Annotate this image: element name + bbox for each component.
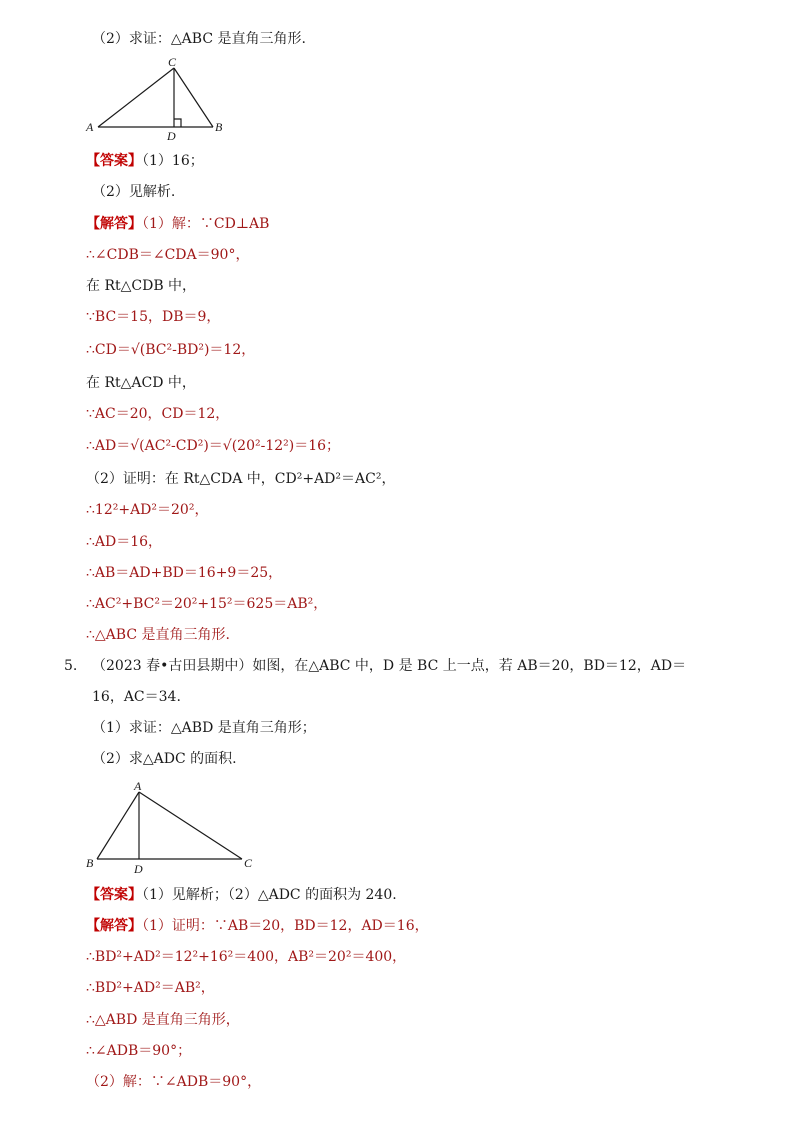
q5-part1: （1）求证：△ABD 是直角三角形； bbox=[92, 720, 316, 736]
q5-solution-line-1: 【解答】（1）证明：∵AB＝20，BD＝12，AD＝16， bbox=[86, 918, 429, 934]
q4-solution-line-13: ∴AC²+BC²＝20²+15²＝625＝AB²， bbox=[86, 596, 328, 612]
q5-answer-text: （1）见解析；（2）△ADC 的面积为 240. bbox=[142, 887, 397, 903]
q5-solution-line-4: ∴△ABD 是直角三角形， bbox=[86, 1012, 240, 1028]
q5-label-a: A bbox=[134, 779, 142, 793]
q5-label-b: B bbox=[86, 856, 94, 870]
q5-solution-line-2: ∴BD²+AD²＝12²+16²＝400，AB²＝20²＝400， bbox=[86, 949, 407, 965]
q4-label-c: C bbox=[168, 55, 177, 69]
q5-stem-line1: （2023 春•古田县期中）如图，在△ABC 中，D 是 BC 上一点，若 AB＝20，BD＝12，AD＝ bbox=[92, 658, 687, 674]
q5-answer-tag: 【答案】 bbox=[86, 887, 142, 903]
q4-solution-line-3: 在 Rt△CDB 中， bbox=[86, 278, 197, 294]
q5-solution-line-6: （2）解：∵∠ADB＝90°， bbox=[86, 1074, 262, 1090]
q4-solution-line-4: ∵BC＝15，DB＝9， bbox=[86, 309, 221, 325]
q4-solution-line-8: ∴AD＝√(AC²-CD²)＝√(20²-12²)＝16； bbox=[86, 438, 341, 454]
q4-solution-line-9: （2）证明：在 Rt△CDA 中，CD²+AD²＝AC²， bbox=[86, 471, 396, 487]
q4-answer-tag: 【答案】 bbox=[86, 153, 142, 169]
q5-triangle-figure bbox=[80, 778, 270, 876]
q5-solution-tag: 【解答】 bbox=[86, 918, 142, 934]
q4-solution-tag: 【解答】 bbox=[86, 216, 142, 232]
q5-solution-line-5: ∴∠ADB＝90°； bbox=[86, 1043, 192, 1059]
q5-label-d: D bbox=[134, 862, 143, 876]
q4-solution-line-11: ∴AD＝16， bbox=[86, 534, 163, 550]
q5-solution-line-3: ∴BD²+AD²＝AB²， bbox=[86, 980, 215, 996]
q4-solution-line-7: ∵AC＝20，CD＝12， bbox=[86, 406, 230, 422]
q4-answer-part1: （1）16； bbox=[142, 153, 204, 169]
q4-answer-line1 bbox=[86, 151, 204, 171]
q4-triangle-figure bbox=[80, 54, 240, 146]
q4-label-a: A bbox=[86, 120, 94, 134]
q4-label-b: B bbox=[215, 120, 223, 134]
q4-solution-line-5: ∴CD＝√(BC²-BD²)＝12， bbox=[86, 342, 256, 358]
q4-solution-line-12: ∴AB＝AD+BD＝16+9＝25， bbox=[86, 565, 283, 581]
q4-solution-line-14: ∴△ABC 是直角三角形. bbox=[86, 627, 230, 643]
q4-solution-line-6: 在 Rt△ACD 中， bbox=[86, 375, 196, 391]
q5-part2: （2）求△ADC 的面积. bbox=[92, 751, 237, 767]
q4-part2-prompt: （2）求证：△ABC 是直角三角形. bbox=[92, 31, 306, 47]
q5-number: 5. bbox=[64, 658, 78, 674]
q5-answer-line bbox=[86, 885, 397, 905]
q5-stem-line2: 16，AC＝34. bbox=[92, 689, 181, 705]
q4-label-d: D bbox=[167, 129, 176, 143]
q5-label-c: C bbox=[244, 856, 253, 870]
q4-solution-line-10: ∴12²+AD²＝20²， bbox=[86, 502, 209, 518]
q4-solution-line-2: ∴∠CDB＝∠CDA＝90°， bbox=[86, 247, 250, 263]
q4-solution-line-1: 【解答】（1）解：∵CD⊥AB bbox=[86, 216, 270, 232]
q4-answer-part2: （2）见解析. bbox=[92, 184, 176, 200]
